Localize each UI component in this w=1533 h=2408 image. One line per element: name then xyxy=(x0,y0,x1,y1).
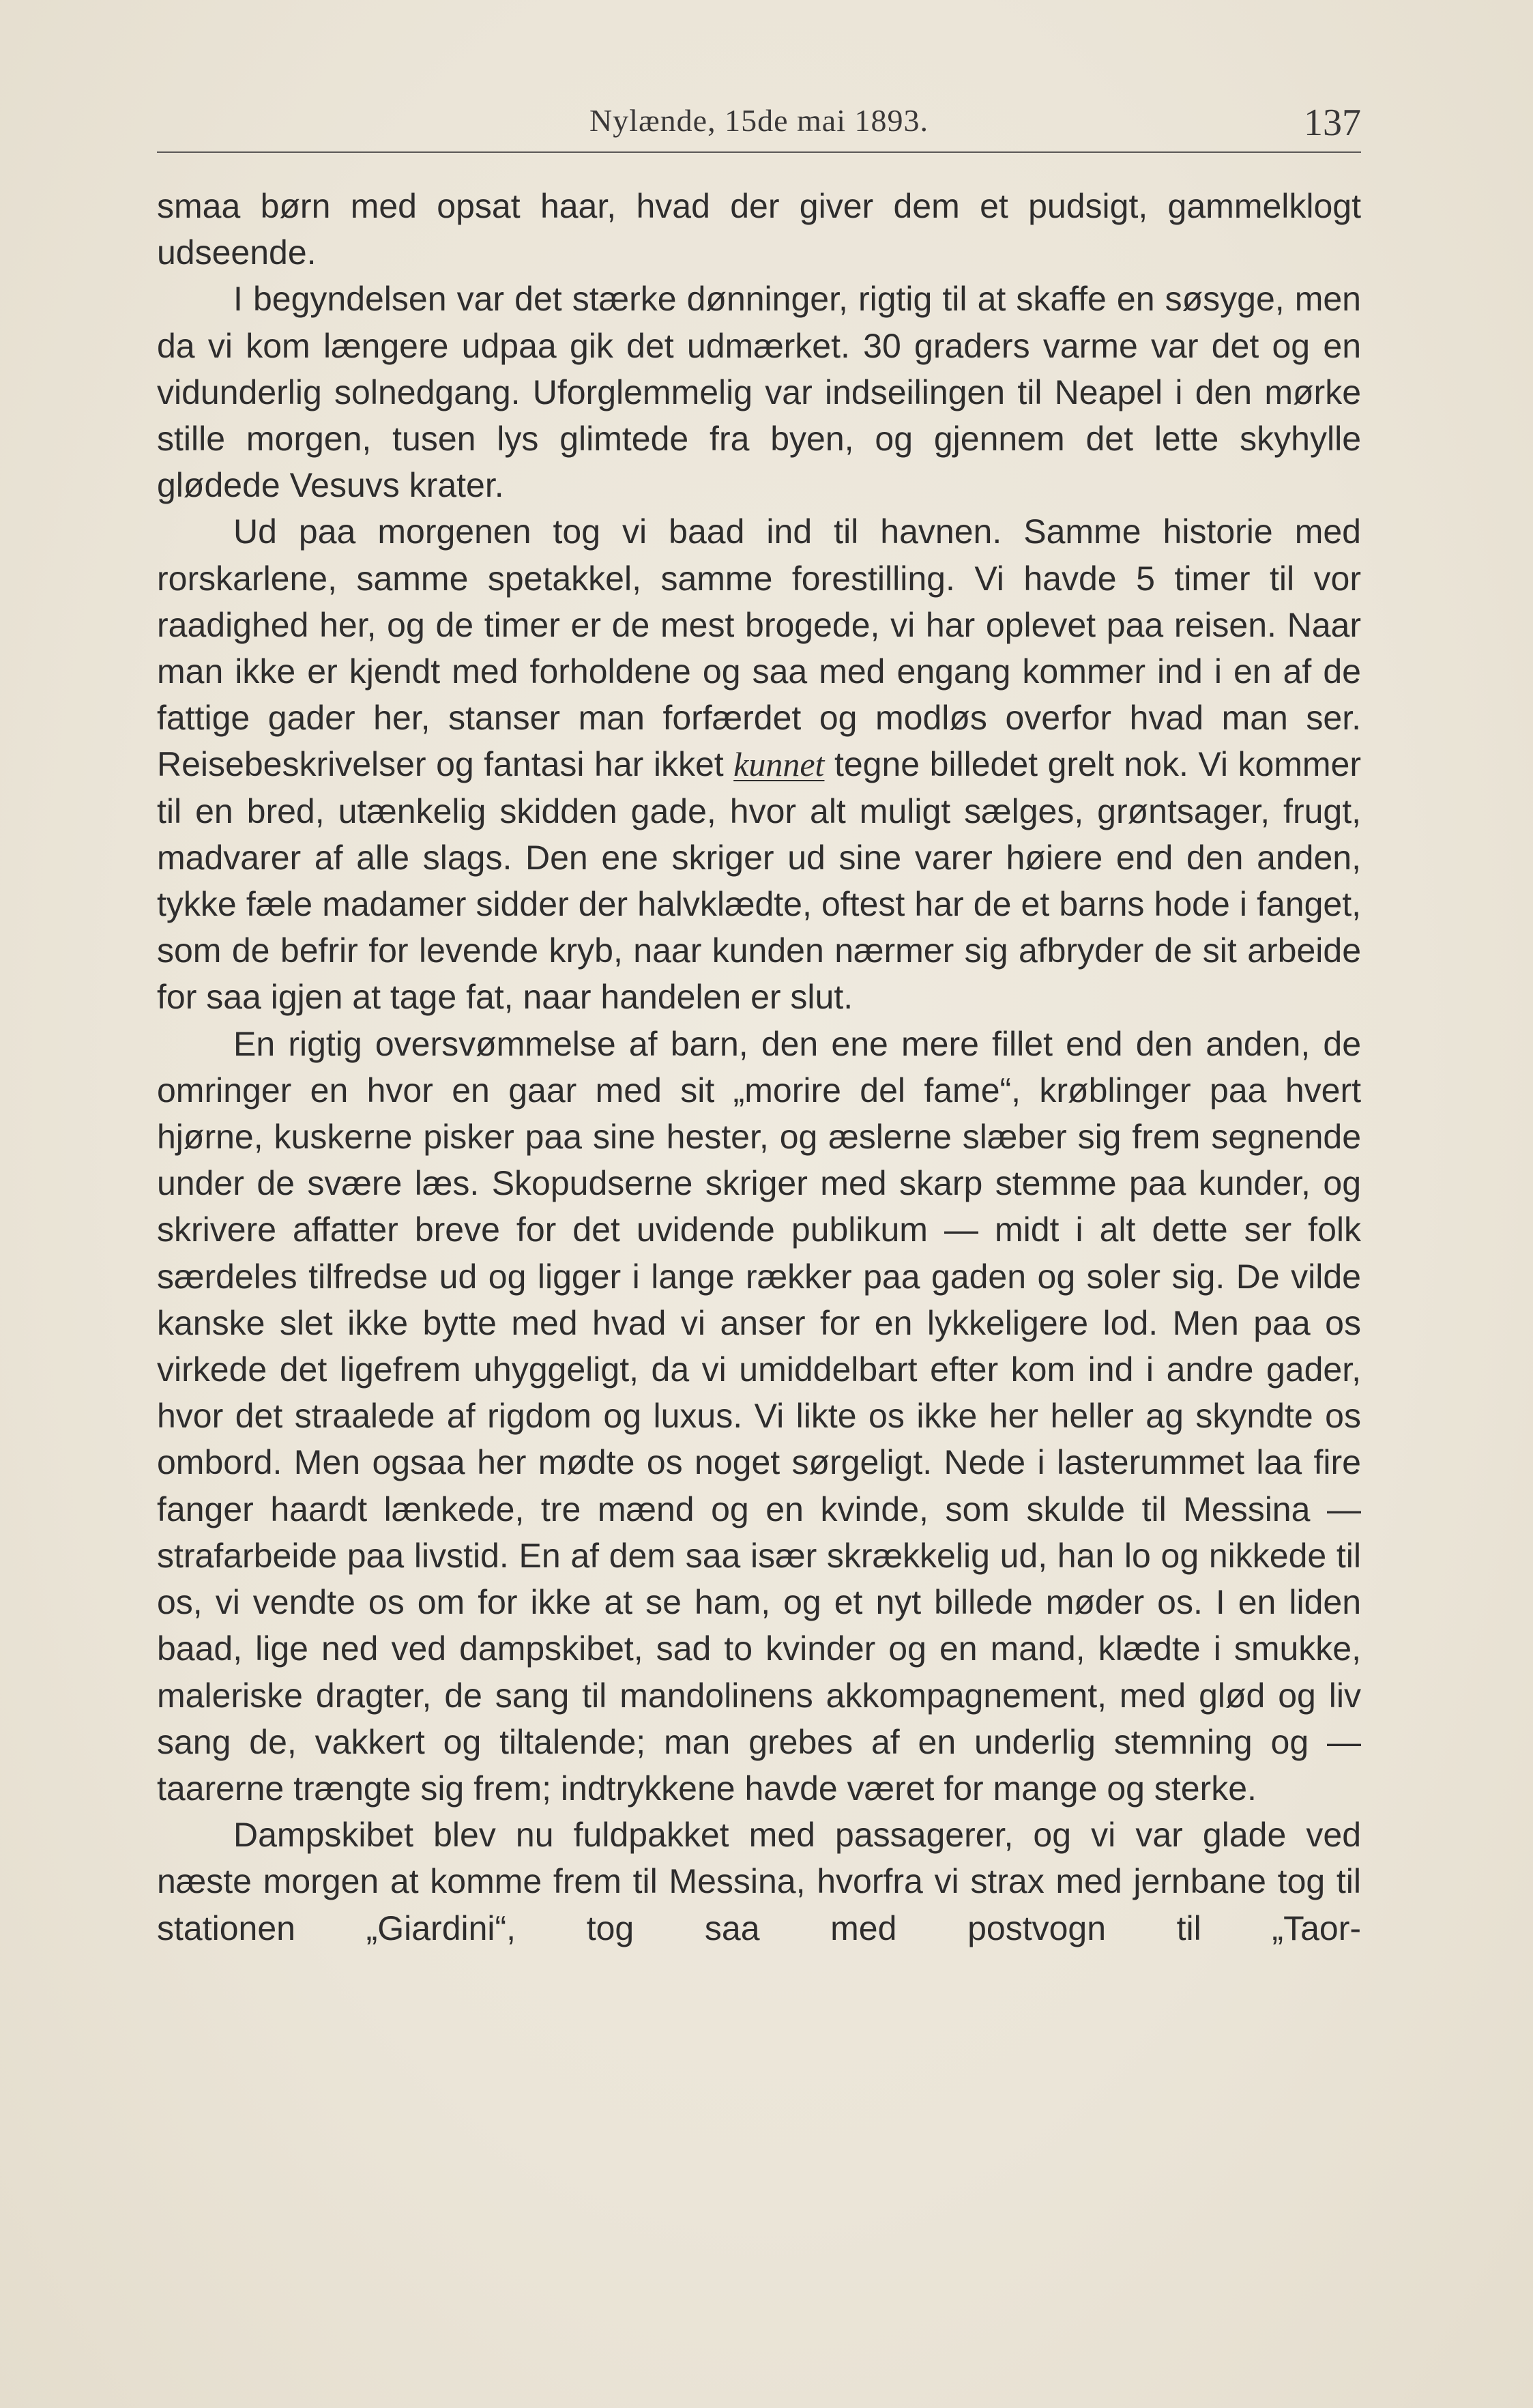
emphasized-word: kunnet xyxy=(733,745,825,784)
paragraph-4: En rigtig oversvømmelse af barn, den ene mere fillet end den anden, de omringer en hvor en gaar med sit „morire del fame“, krøblinger paa hvert hjørne, kuskerne pisker paa sine hester, og æslerne slæber sig frem segnende under de svære læs. Skopudserne skriger med skarp stemme paa kunder, og skrivere affatter breve for det uvidende publikum — midt i alt dette ser folk særdeles tilfredse ud og ligger i lange rækker paa gaden og soler sig. De vilde kanske slet ikke bytte med hvad vi anser for en lykkeligere lod. Men paa os virkede det ligefrem uhyggeligt, da vi umiddelbart efter kom ind i andre gader, hvor det straalede af rigdom og luxus. Vi likte os ikke her heller ag skyndte os ombord. Men ogsaa her mødte os noget sørgeligt. Nede i lasterummet laa fire fanger haardt lænkede, tre mænd og en kvinde, som skulde til Messina — strafarbeide paa livstid. En af dem saa især skrækkelig ud, han lo og nikkede til os, vi vendte os om for ikke at se ham, og et nyt billede møder os. I en liden baad, lige ned ved dampskibet, sad to kvinder og en mand, klædte i smukke, maleriske dragter, de sang til mandolinens akkompagnement, med glød og liv sang de, vakkert og tiltalende; man grebes af en underlig stemning og — taarerne trængte sig frem; indtrykkene havde været for mange og sterke. xyxy=(157,1024,1361,1808)
paragraph-3-after: tegne billedet grelt nok. Vi kommer til en bred, utænkelig skidden gade, hvor alt muligt sælges, grøntsager, frugt, madvarer af alle slags. Den ene skriger ud sine varer høiere end den anden, tykke fæle madamer sidder der halvklædte, oftest har de et barns hode i fanget, som de befrir for levende kryb, naar kunden nærmer sig afbryder de sit arbeide for saa igjen at tage fat, naar handelen er slut. xyxy=(157,745,1362,1017)
paragraph-1: smaa børn med opsat haar, hvad der giver dem et pudsigt, gammelklogt udseende. xyxy=(157,187,1361,272)
paragraph-5: Dampskibet blev nu fuldpakket med passagerer, og vi var glade ved næste morgen at komme frem til Messina, hvorfra vi strax med jernbane tog til stationen „Giardini“, tog saa med postvogn til „Taor- xyxy=(157,1816,1361,1947)
paragraph-2: I begyndelsen var det stærke dønninger, rigtig til at skaffe en søsyge, men da vi kom længere udpaa gik det udmærket. 30 graders varme var det og en vidunderlig solnedgang. Uforglemmelig var indseilingen til Neapel i den mørke stille morgen, tusen lys glimtede fra byen, og gjennem det lette skyhylle glødede Vesuvs krater. xyxy=(157,280,1361,505)
paragraph-3 xyxy=(157,508,1361,1020)
paragraph-3-before: Ud paa morgenen tog vi baad ind til havnen. Samme historie med rorskarlene, samme spetakkel, samme forestilling. Vi havde 5 timer til vor raadighed her, og de timer er de mest brogede, vi har oplevet paa reisen. Naar man ikke er kjendt med forholdene og saa med engang kommer ind i en af de fattige gader her, stanser man forfærdet og modløs overfor hvad man ser. Reisebeskrivelser og fantasi har ikket xyxy=(157,512,1361,784)
body-text xyxy=(157,183,1361,1952)
page-number: 137 xyxy=(1304,102,1361,144)
running-head: Nylænde, 15de mai 1893. xyxy=(589,103,929,138)
header-rule xyxy=(157,151,1361,153)
page-header xyxy=(157,96,1361,150)
